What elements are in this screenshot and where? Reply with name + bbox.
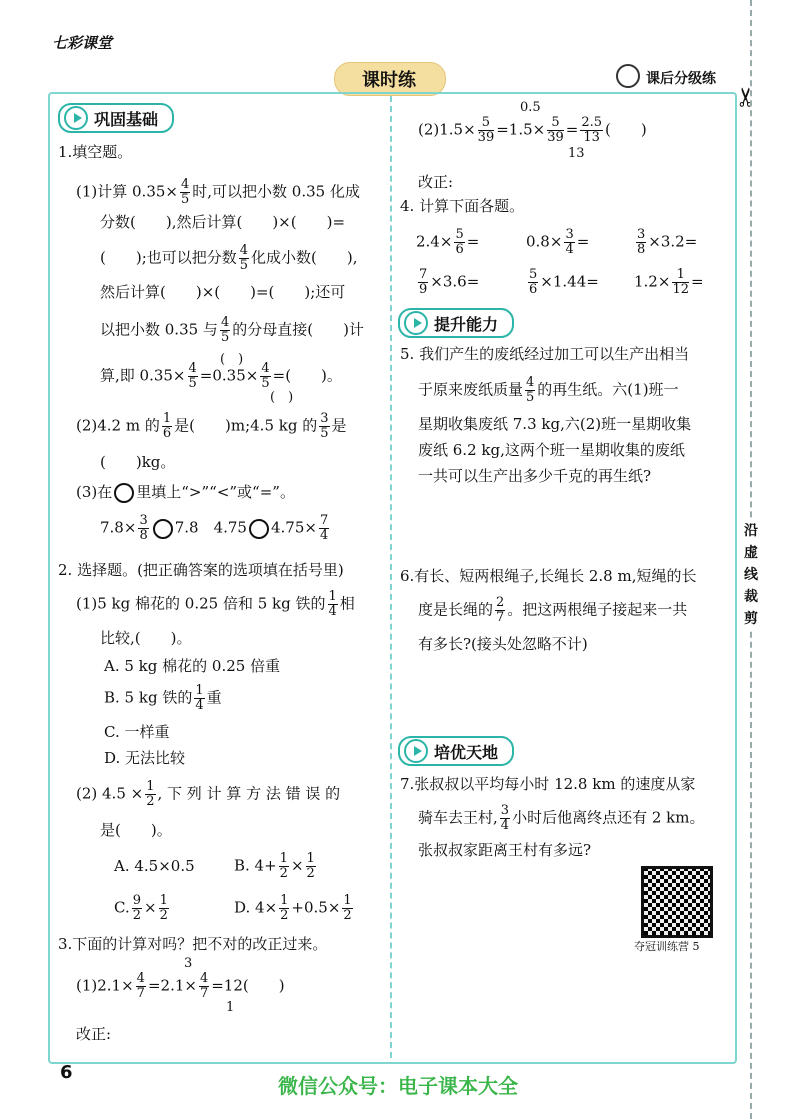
q1-p1-line5: 以把小数 0.35 与 $\frac{4}{5}$ 的分母直接( )计 — [100, 315, 364, 345]
footer-text: 微信公众号：电子课本大全 — [278, 1074, 518, 1098]
section-title: 巩固基础 — [94, 109, 159, 129]
q2-p2-optB: B. 4+ $\frac{1}{2}$ × $\frac{1}{2}$ — [234, 851, 315, 881]
cancel-bottom: 1 — [226, 1000, 235, 1015]
q7-line1: 7.张叔叔以平均每小时 12.8 km 的速度从家 — [400, 775, 696, 793]
q3-title: 3.下面的计算对吗？把不对的改正过来。 — [58, 935, 328, 953]
section-excel — [398, 736, 514, 766]
q1-p1-line4: 然后计算( )×( )=( );还可 — [100, 283, 346, 301]
section-title: 培优天地 — [434, 742, 499, 762]
q1-p2-line2: ( )kg。 — [100, 453, 176, 471]
q1-p1-line1: (1)计算 0.35× $\frac{4}{5}$ 时,可以把小数 0.35 化成 — [76, 177, 360, 207]
q5-line4: 废纸 6.2 kg,这两个班一星期收集的废纸 — [418, 441, 685, 459]
q4-e: $\frac{5}{6}$ ×1.44= — [529, 267, 599, 297]
section-basic — [58, 103, 174, 133]
q2-title: 2. 选择题。(把正确答案的选项填在括号里) — [58, 561, 344, 579]
play-icon — [404, 311, 428, 335]
cancel-top-2: 0.5 — [520, 100, 541, 115]
cancel-blank-bottom: ( ) — [270, 390, 294, 405]
logo: 七彩课堂 — [52, 34, 113, 52]
q2-p1-line1: (1)5 kg 棉花的 0.25 倍和 5 kg 铁的 $\frac{1}{4}$ 相 — [76, 589, 355, 619]
q1-p3-line2: 7.8× $\frac{3}{8}$ 7.8 4.75 4.75× $\frac{7}{4}$ — [100, 513, 329, 543]
q2-p2-line1: (2) 4.5 × $\frac{1}{2}$ , 下 列 计 算 方 法 错 误 的 — [76, 779, 341, 809]
play-icon — [404, 739, 428, 763]
q3-fix-label-2: 改正: — [418, 173, 454, 191]
section-improve — [398, 308, 514, 338]
q3-fix-label: 改正: — [76, 1025, 112, 1043]
cancel-bottom-2: 13 — [568, 146, 585, 161]
cancel-blank-top: ( ) — [220, 352, 244, 367]
q2-p2-optD: D. 4× $\frac{1}{2}$ +0.5× $\frac{1}{2}$ — [234, 893, 352, 923]
q6-line2: 度是长绳的 $\frac{2}{7}$ 。把这两根绳子接起来一共 — [418, 595, 688, 625]
q2-opt-a: A. 5 kg 棉花的 0.25 倍重 — [104, 657, 281, 675]
q1-p1-line6: 算,即 0.35× $\frac{4}{5}$ =0.35× $\frac{4}{5}$ =( )。 — [100, 361, 342, 391]
page-title: 课时练 — [362, 70, 416, 91]
qr-code[interactable] — [641, 866, 713, 938]
cancel-top: 3 — [184, 956, 193, 971]
q2-p2-optC: C. $\frac{9}{2}$ × $\frac{1}{2}$ — [114, 893, 168, 923]
compare-circle[interactable] — [249, 519, 269, 539]
compare-circle[interactable] — [114, 483, 134, 503]
q2-p1-line2: 比较,( )。 — [100, 629, 192, 647]
q1-p1-line2: 分数( ),然后计算( )×( )= — [100, 213, 346, 231]
q2-p2-line2: 是( )。 — [100, 821, 172, 839]
q4-a: 2.4× $\frac{5}{6}$ = — [416, 227, 480, 257]
q1-p2-line1: (2)4.2 m 的 $\frac{1}{6}$ 是( )m;4.5 kg 的 $\frac{3}{5}$ 是 — [76, 411, 347, 441]
q2-opt-c: C. 一样重 — [104, 723, 170, 741]
qr-caption: 夺冠训练营 5 — [634, 940, 700, 953]
q2-p2-optA: A. 4.5×0.5 — [114, 857, 195, 875]
q5-line1: 5. 我们产生的废纸经过加工可以生产出相当 — [400, 345, 690, 363]
q4-title: 4. 计算下面各题。 — [400, 197, 525, 215]
q1-p3-line1: (3)在 里填上“>”“<”或“=”。 — [76, 483, 295, 501]
cut-instruction: 沿 虚 线 裁 剪 — [741, 520, 761, 630]
level-label: 课后分级练 — [646, 71, 716, 87]
q4-b: 0.8× $\frac{3}{4}$ = — [526, 227, 590, 257]
q2-opt-b: B. 5 kg 铁的 $\frac{1}{4}$ 重 — [104, 683, 222, 713]
play-icon — [64, 106, 88, 130]
q5-line5: 一共可以生产出多少千克的再生纸? — [418, 467, 652, 485]
q7-line2: 骑车去王村, $\frac{3}{4}$ 小时后他离终点还有 2 km。 — [418, 803, 705, 833]
q6-line1: 6.有长、短两根绳子,长绳长 2.8 m,短绳的长 — [400, 567, 697, 585]
q4-f: 1.2× $\frac{1}{12}$ = — [634, 267, 704, 297]
clock-icon — [616, 64, 640, 88]
page-number: 6 — [60, 1062, 73, 1083]
compare-circle[interactable] — [153, 519, 173, 539]
q7-line3: 张叔叔家距离王村有多远? — [418, 841, 592, 859]
scissors-icon: ✂ — [731, 86, 762, 108]
q5-line2: 于原来废纸质量 $\frac{4}{5}$ 的再生纸。六(1)班一 — [418, 375, 679, 405]
q1-title: 1.填空题。 — [58, 143, 133, 161]
q4-d: $\frac{7}{9}$ ×3.6= — [419, 267, 480, 297]
q2-opt-d: D. 无法比较 — [104, 749, 186, 767]
q4-c: $\frac{3}{8}$ ×3.2= — [637, 227, 698, 257]
q6-line3: 有多长?(接头处忽略不计) — [418, 635, 588, 653]
column-divider — [390, 96, 392, 1058]
q5-line3: 星期收集废纸 7.3 kg,六(2)班一星期收集 — [418, 415, 692, 433]
section-title: 提升能力 — [434, 314, 499, 334]
q1-p1-line3: ( );也可以把分数 $\frac{4}{5}$ 化成小数( ), — [100, 243, 358, 273]
q3-p2: (2)1.5× $\frac{5}{39}$ =1.5× $\frac{5}{39}$ = $\frac{2.5}{13}$ ( ) — [418, 115, 647, 145]
q3-p1: (1)2.1× $\frac{4}{7}$ =2.1× $\frac{4}{7}$ =12( ) — [76, 971, 285, 1001]
